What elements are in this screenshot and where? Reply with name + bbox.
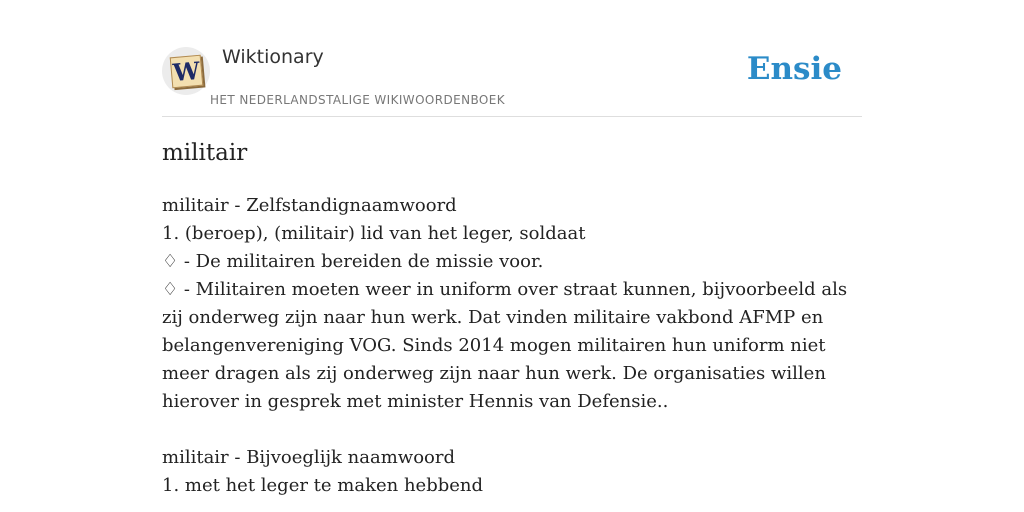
section-heading-adjective: militair - Bijvoeglijk naamwoord	[162, 447, 455, 468]
ensie-logo[interactable]: Ensie	[746, 51, 842, 87]
example-2: ♢ - Militairen moeten weer in uniform over straat kunnen, bijvoorbeeld als zij onderweg zijn naar hun werk. Dat vinden militaire vakbond AFMP en belangenvereniging VOG. Sinds 2014 mogen militairen hun uniform niet meer dragen als zij onderweg zijn naar hun werk. De organisaties willen hierover in gesprek met minister Hennis van Defensie..	[162, 279, 848, 412]
example-1: ♢ - De militairen bereiden de missie voor.	[162, 251, 544, 272]
entry-content	[162, 192, 862, 500]
site-header	[162, 0, 862, 117]
logo-tile: W	[170, 55, 204, 89]
site-name[interactable]: Wiktionary	[222, 46, 324, 68]
section-heading-noun: militair - Zelfstandignaamwoord	[162, 195, 457, 216]
section-spacer	[162, 416, 862, 444]
definition-adjective: 1. met het leger te maken hebbend	[162, 475, 484, 496]
site-tagline: HET NEDERLANDSTALIGE WIKIWOORDENBOEK	[210, 93, 506, 107]
page-title: militair	[162, 140, 248, 166]
definition-noun: 1. (beroep), (militair) lid van het leger, soldaat	[162, 223, 586, 244]
wiktionary-logo-icon[interactable]	[162, 47, 210, 95]
